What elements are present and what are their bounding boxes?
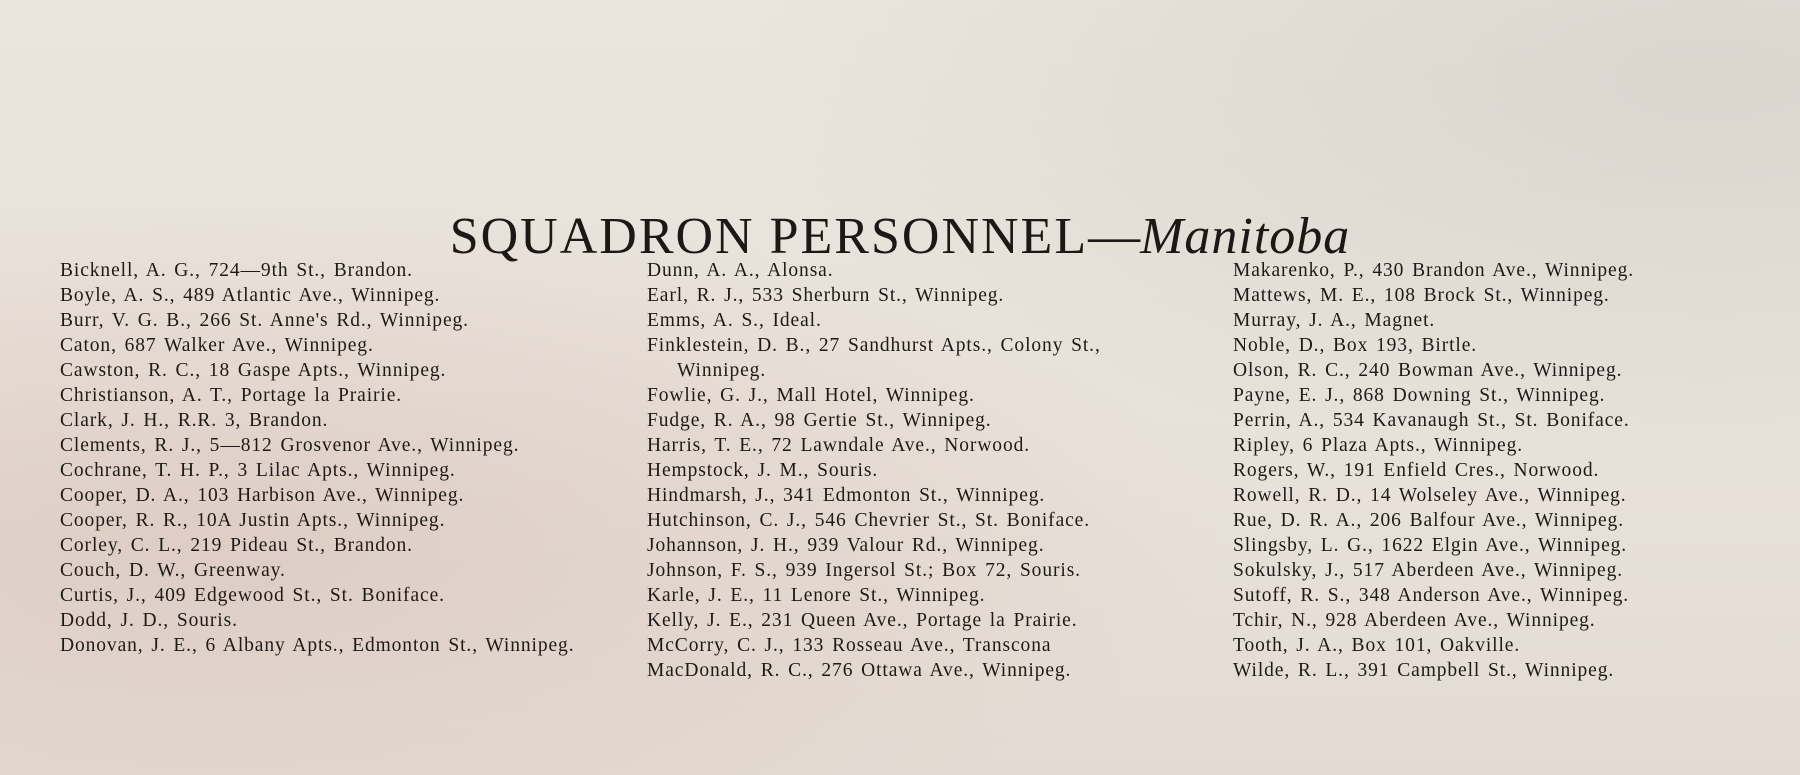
personnel-column-2 bbox=[647, 258, 1177, 683]
personnel-entry: Karle, J. E., 11 Lenore St., Winnipeg. bbox=[647, 585, 986, 606]
personnel-entry: Boyle, A. S., 489 Atlantic Ave., Winnipeg. bbox=[60, 285, 441, 306]
personnel-entry: Dodd, J. D., Souris. bbox=[60, 610, 238, 631]
title-main: SQUADRON PERSONNEL bbox=[449, 207, 1089, 265]
personnel-entry: Corley, C. L., 219 Pideau St., Brandon. bbox=[60, 535, 413, 556]
personnel-entry: Caton, 687 Walker Ave., Winnipeg. bbox=[60, 335, 374, 356]
personnel-entry: Emms, A. S., Ideal. bbox=[647, 310, 822, 331]
personnel-entry: Finklestein, D. B., 27 Sandhurst Apts., Colony St., Winnipeg. bbox=[647, 335, 1101, 381]
personnel-entry: Murray, J. A., Magnet. bbox=[1233, 310, 1436, 331]
personnel-entry: Cochrane, T. H. P., 3 Lilac Apts., Winnipeg. bbox=[60, 460, 456, 481]
personnel-entry: Burr, V. G. B., 266 St. Anne's Rd., Winnipeg. bbox=[60, 310, 469, 331]
personnel-entry: Tchir, N., 928 Aberdeen Ave., Winnipeg. bbox=[1233, 610, 1596, 631]
personnel-entry: Cooper, D. A., 103 Harbison Ave., Winnipeg. bbox=[60, 485, 465, 506]
personnel-entry: Hindmarsh, J., 341 Edmonton St., Winnipeg. bbox=[647, 485, 1046, 506]
personnel-entry: Curtis, J., 409 Edgewood St., St. Boniface. bbox=[60, 585, 445, 606]
personnel-entry: Fowlie, G. J., Mall Hotel, Winnipeg. bbox=[647, 385, 975, 406]
personnel-column-1 bbox=[60, 258, 590, 658]
personnel-entry: Noble, D., Box 193, Birtle. bbox=[1233, 335, 1478, 356]
title-separator: — bbox=[1088, 207, 1141, 265]
personnel-entry: Rue, D. R. A., 206 Balfour Ave., Winnipeg. bbox=[1233, 510, 1624, 531]
personnel-entry: Donovan, J. E., 6 Albany Apts., Edmonton St., Winnipeg. bbox=[60, 635, 575, 656]
personnel-entry: Johannson, J. H., 939 Valour Rd., Winnipeg. bbox=[647, 535, 1045, 556]
personnel-entry: Hutchinson, C. J., 546 Chevrier St., St. Boniface. bbox=[647, 510, 1091, 531]
personnel-entry: Cawston, R. C., 18 Gaspe Apts., Winnipeg. bbox=[60, 360, 447, 381]
personnel-entry: MacDonald, R. C., 276 Ottawa Ave., Winnipeg. bbox=[647, 660, 1072, 681]
personnel-entry: Clements, R. J., 5—812 Grosvenor Ave., Winnipeg. bbox=[60, 435, 520, 456]
personnel-entry: Christianson, A. T., Portage la Prairie. bbox=[60, 385, 403, 406]
personnel-entry: Kelly, J. E., 231 Queen Ave., Portage la Prairie. bbox=[647, 610, 1078, 631]
personnel-entry: Dunn, A. A., Alonsa. bbox=[647, 260, 834, 281]
personnel-entry: Earl, R. J., 533 Sherburn St., Winnipeg. bbox=[647, 285, 1005, 306]
personnel-entry: Rogers, W., 191 Enfield Cres., Norwood. bbox=[1233, 460, 1600, 481]
personnel-entry: Couch, D. W., Greenway. bbox=[60, 560, 286, 581]
page-title bbox=[0, 207, 1800, 266]
personnel-entry: Wilde, R. L., 391 Campbell St., Winnipeg. bbox=[1233, 660, 1615, 681]
personnel-entry: Harris, T. E., 72 Lawndale Ave., Norwood. bbox=[647, 435, 1031, 456]
personnel-entry: Olson, R. C., 240 Bowman Ave., Winnipeg. bbox=[1233, 360, 1623, 381]
personnel-entry: Ripley, 6 Plaza Apts., Winnipeg. bbox=[1233, 435, 1524, 456]
personnel-column-3 bbox=[1233, 258, 1778, 683]
title-region: Manitoba bbox=[1140, 207, 1351, 265]
personnel-entry: McCorry, C. J., 133 Rosseau Ave., Transcona bbox=[647, 635, 1052, 656]
personnel-entry: Hempstock, J. M., Souris. bbox=[647, 460, 879, 481]
personnel-entry: Bicknell, A. G., 724—9th St., Brandon. bbox=[60, 260, 413, 281]
personnel-entry: Cooper, R. R., 10A Justin Apts., Winnipeg. bbox=[60, 510, 446, 531]
personnel-entry: Mattews, M. E., 108 Brock St., Winnipeg. bbox=[1233, 285, 1610, 306]
personnel-entry: Slingsby, L. G., 1622 Elgin Ave., Winnipeg. bbox=[1233, 535, 1628, 556]
personnel-entry: Sutoff, R. S., 348 Anderson Ave., Winnipeg. bbox=[1233, 585, 1630, 606]
personnel-entry: Fudge, R. A., 98 Gertie St., Winnipeg. bbox=[647, 410, 992, 431]
personnel-entry: Perrin, A., 534 Kavanaugh St., St. Boniface. bbox=[1233, 410, 1630, 431]
personnel-entry: Sokulsky, J., 517 Aberdeen Ave., Winnipeg. bbox=[1233, 560, 1624, 581]
personnel-entry: Johnson, F. S., 939 Ingersol St.; Box 72, Souris. bbox=[647, 560, 1081, 581]
personnel-entry: Payne, E. J., 868 Downing St., Winnipeg. bbox=[1233, 385, 1606, 406]
personnel-entry: Tooth, J. A., Box 101, Oakville. bbox=[1233, 635, 1521, 656]
personnel-entry: Rowell, R. D., 14 Wolseley Ave., Winnipeg. bbox=[1233, 485, 1627, 506]
personnel-entry: Clark, J. H., R.R. 3, Brandon. bbox=[60, 410, 329, 431]
personnel-entry: Makarenko, P., 430 Brandon Ave., Winnipeg. bbox=[1233, 260, 1635, 281]
